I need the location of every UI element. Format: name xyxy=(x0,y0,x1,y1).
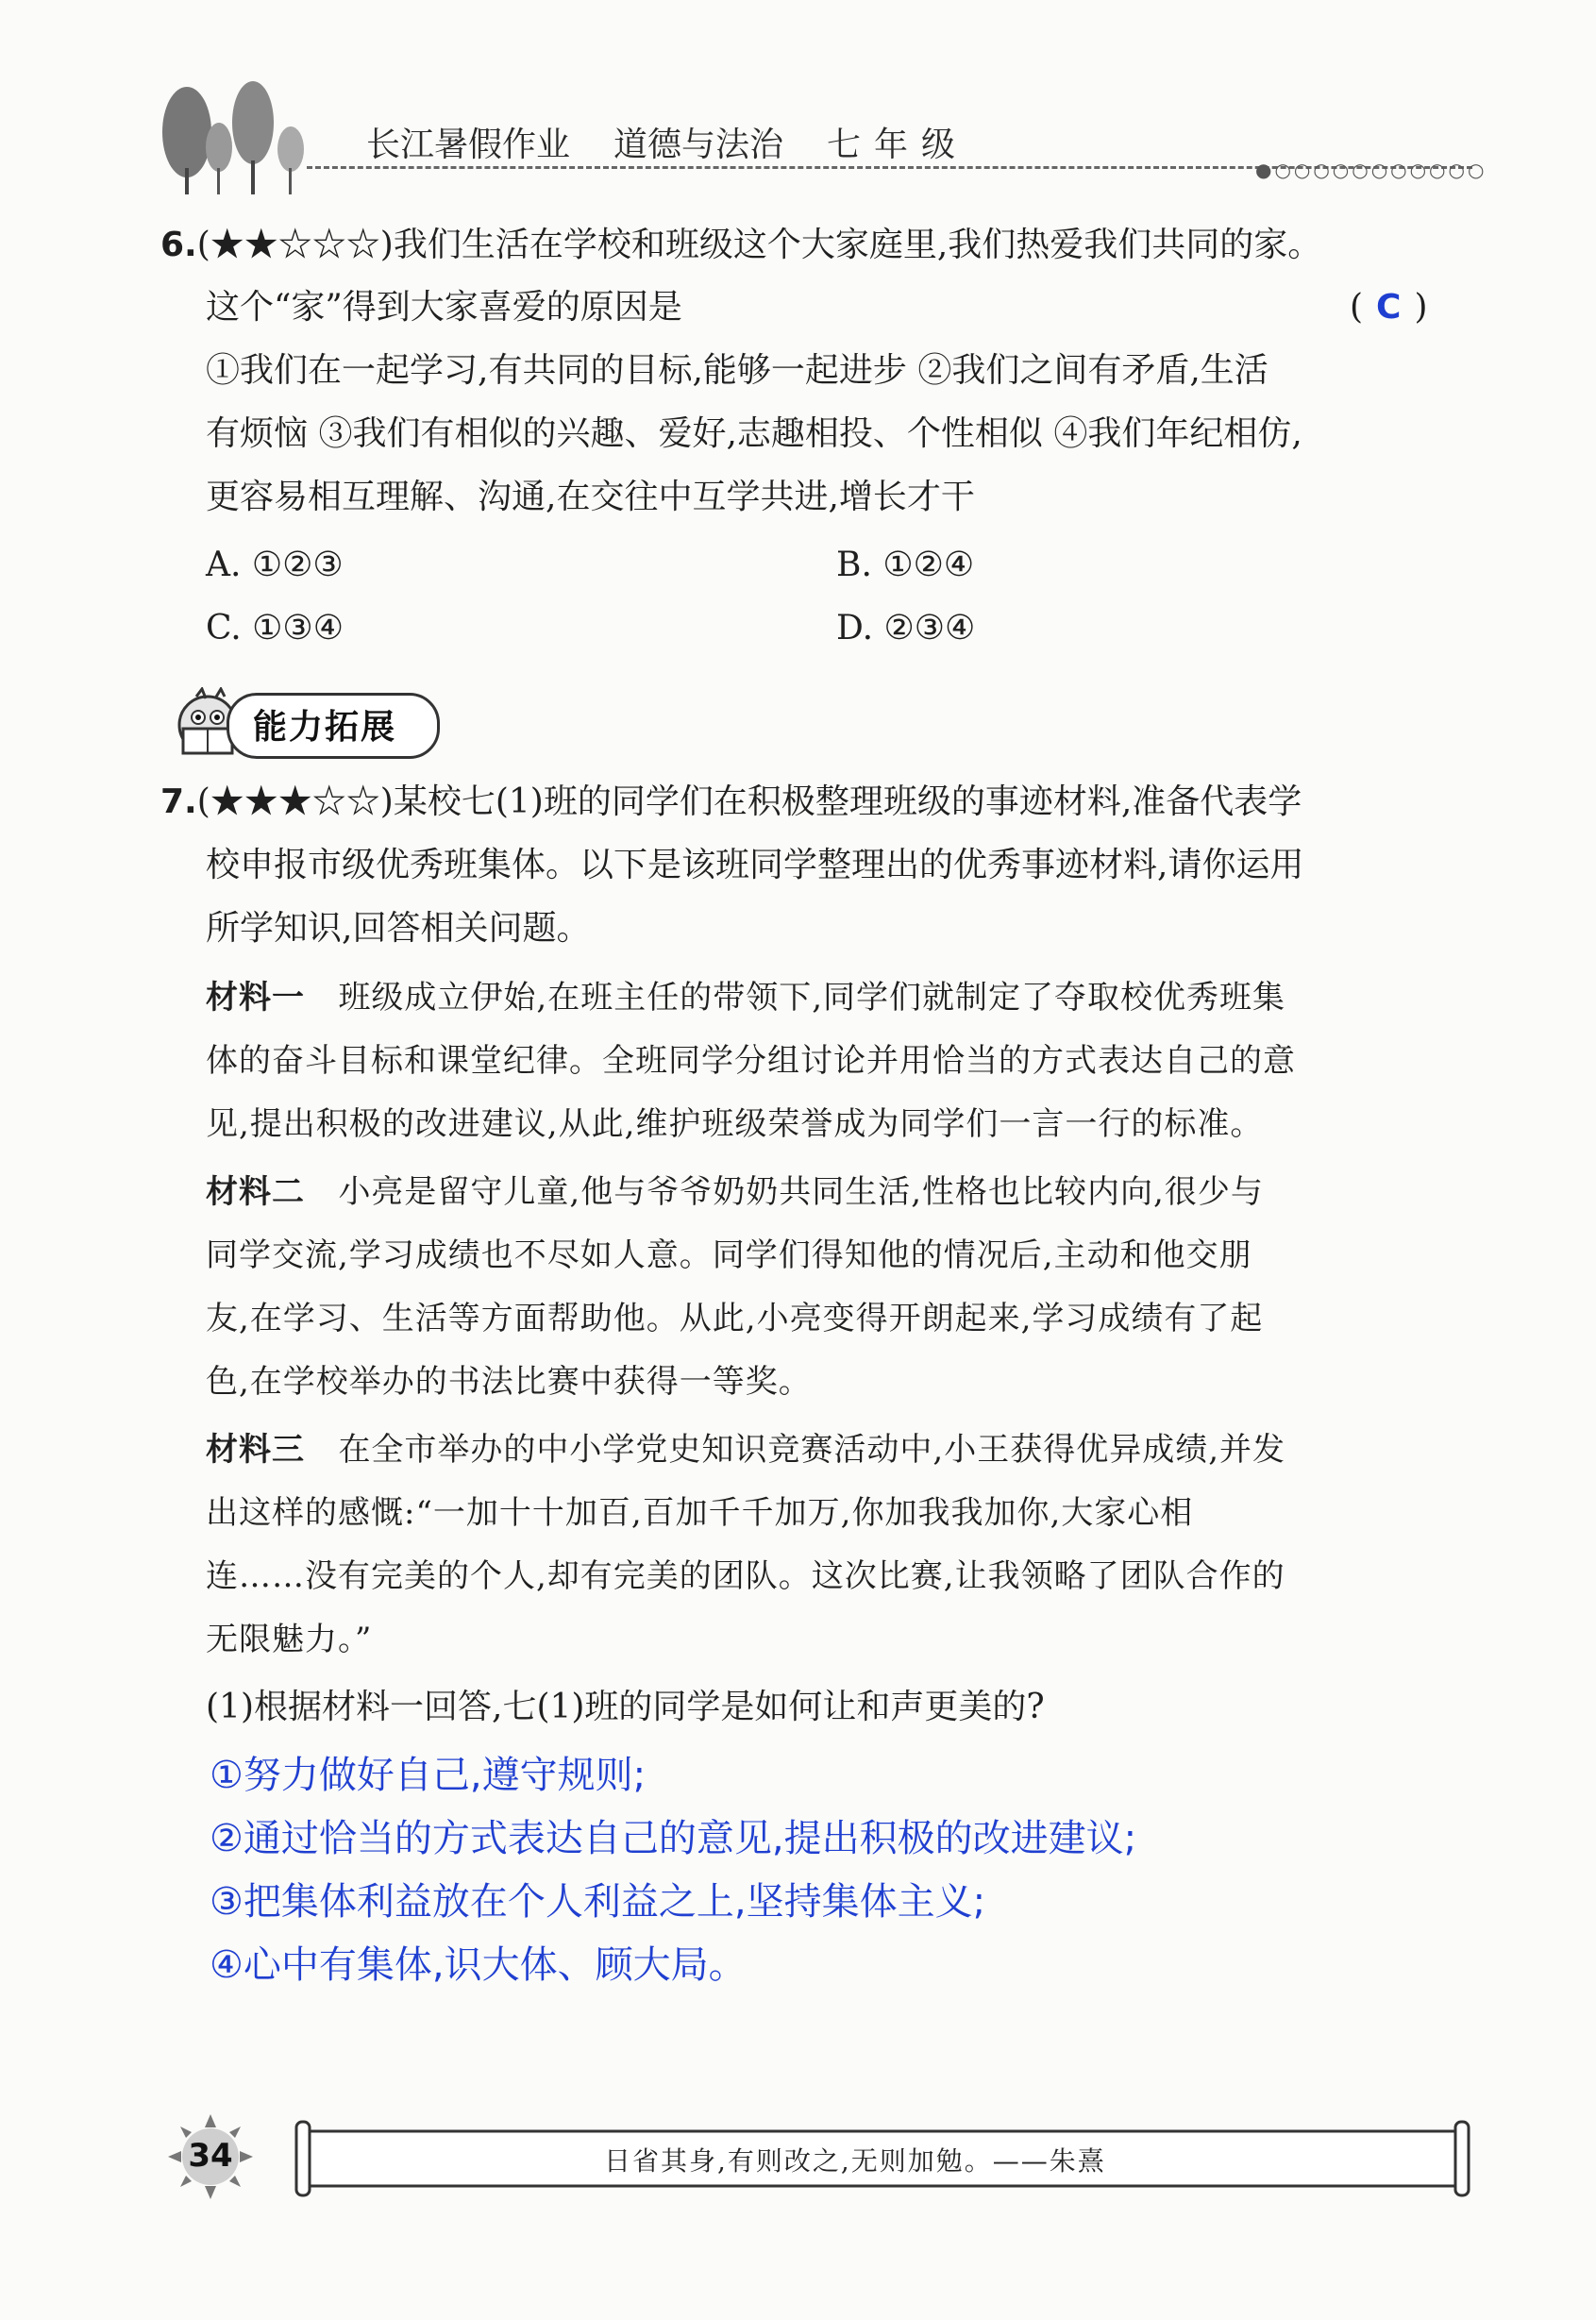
footer-motto: 日省其身,有则改之,无则加勉。——朱熹 xyxy=(604,2145,1106,2177)
trees-logo-icon xyxy=(160,74,321,196)
q7-stem-line2: 校申报市级优秀班集体。以下是该班同学整理出的优秀事迹材料,请你运用 xyxy=(206,846,1304,884)
material-2-line3: 友,在学习、生活等方面帮助他。从此,小亮变得开朗起来,学习成绩有了起 xyxy=(206,1300,1264,1337)
material-2-line2: 同学交流,学习成绩也不尽如人意。同学们得知他的情况后,主动和他交朋 xyxy=(206,1236,1252,1274)
header-title xyxy=(366,118,968,166)
header-grade: 七年级 xyxy=(827,126,969,164)
answer-line-3: ③把集体利益放在个人利益之上,坚持集体主义; xyxy=(210,1880,986,1924)
q7-stars: (★★★☆☆) xyxy=(196,782,394,821)
material-1-line2: 体的奋斗目标和课堂纪律。全班同学分组讨论并用恰当的方式表达自己的意 xyxy=(206,1042,1296,1080)
header-series: 长江暑假作业 xyxy=(366,126,571,164)
q6-option-a: A. ①②③ xyxy=(206,546,344,584)
q6-stem-line1: 6.(★★☆☆☆)我们生活在学校和班级这个大家庭里,我们热爱我们共同的家。 xyxy=(160,226,1322,264)
material-2-line4: 色,在学校举办的书法比赛中获得一等奖。 xyxy=(206,1363,812,1401)
material-1-line3: 见,提出积极的改进建议,从此,维护班级荣誉成为同学们一言一行的标准。 xyxy=(206,1105,1264,1143)
material-3-line2: 出这样的感慨:“一加十十加百,百加千千加万,你加我我加你,大家心相 xyxy=(206,1494,1194,1532)
q6-stem-line2: 这个“家”得到大家喜爱的原因是 xyxy=(206,288,682,327)
q7-stem-line3: 所学知识,回答相关问题。 xyxy=(206,909,591,948)
q6-option-c: C. ①③④ xyxy=(206,609,344,647)
material-3-line1: 材料三 在全市举办的中小学党史知识竞赛活动中,小王获得优异成绩,并发 xyxy=(206,1431,1286,1469)
q6-answer-box: ( C ) xyxy=(1350,288,1428,327)
q7-subquestion-1: (1)根据材料一回答,七(1)班的同学是如何让和声更美的? xyxy=(206,1688,1045,1726)
answer-line-1: ①努力做好自己,遵守规则; xyxy=(210,1754,647,1797)
header-subject: 道德与法治 xyxy=(613,126,784,164)
q6-statements-line2: 有烦恼 ③我们有相似的兴趣、爱好,志趣相投、个性相似 ④我们年纪相仿, xyxy=(206,414,1302,453)
q6-stars: (★★☆☆☆) xyxy=(196,226,394,264)
q7-stem-line1: 7.(★★★☆☆)某校七(1)班的同学们在积极整理班级的事迹材料,准备代表学 xyxy=(160,782,1302,821)
material-3-line4: 无限魅力。” xyxy=(206,1621,373,1658)
material-2-label: 材料二 xyxy=(206,1173,305,1211)
q6-number: 6. xyxy=(160,226,197,264)
answer-line-2: ②通过恰当的方式表达自己的意见,提出积极的改进建议; xyxy=(210,1817,1137,1860)
q6-statements-line1: ①我们在一起学习,有共同的目标,能够一起进步 ②我们之间有矛盾,生活 xyxy=(206,351,1268,390)
q6-answer: C xyxy=(1376,288,1402,327)
answer-line-4: ④心中有集体,识大体、顾大局。 xyxy=(210,1943,747,1987)
material-3-label: 材料三 xyxy=(206,1431,305,1469)
q7-number: 7. xyxy=(160,782,197,821)
q6-statements-line3: 更容易相互理解、沟通,在交往中互学共进,增长才干 xyxy=(206,478,975,516)
material-1-label: 材料一 xyxy=(206,979,305,1017)
section-title: 能力拓展 xyxy=(253,708,397,747)
material-2-line1: 材料二 小亮是留守儿童,他与爷爷奶奶共同生活,性格也比较内向,很少与 xyxy=(206,1173,1264,1211)
material-3-line3: 连……没有完美的个人,却有完美的团队。这次比赛,让我领略了团队合作的 xyxy=(206,1557,1285,1595)
q6-option-b: B. ①②④ xyxy=(836,546,975,584)
page-number: 34 xyxy=(188,2137,233,2175)
q6-option-d: D. ②③④ xyxy=(836,609,976,647)
header-dots: ●○○○○○○○○○○○ xyxy=(1255,159,1487,181)
material-1-line1: 材料一 班级成立伊始,在班主任的带领下,同学们就制定了夺取校优秀班集 xyxy=(206,979,1286,1017)
